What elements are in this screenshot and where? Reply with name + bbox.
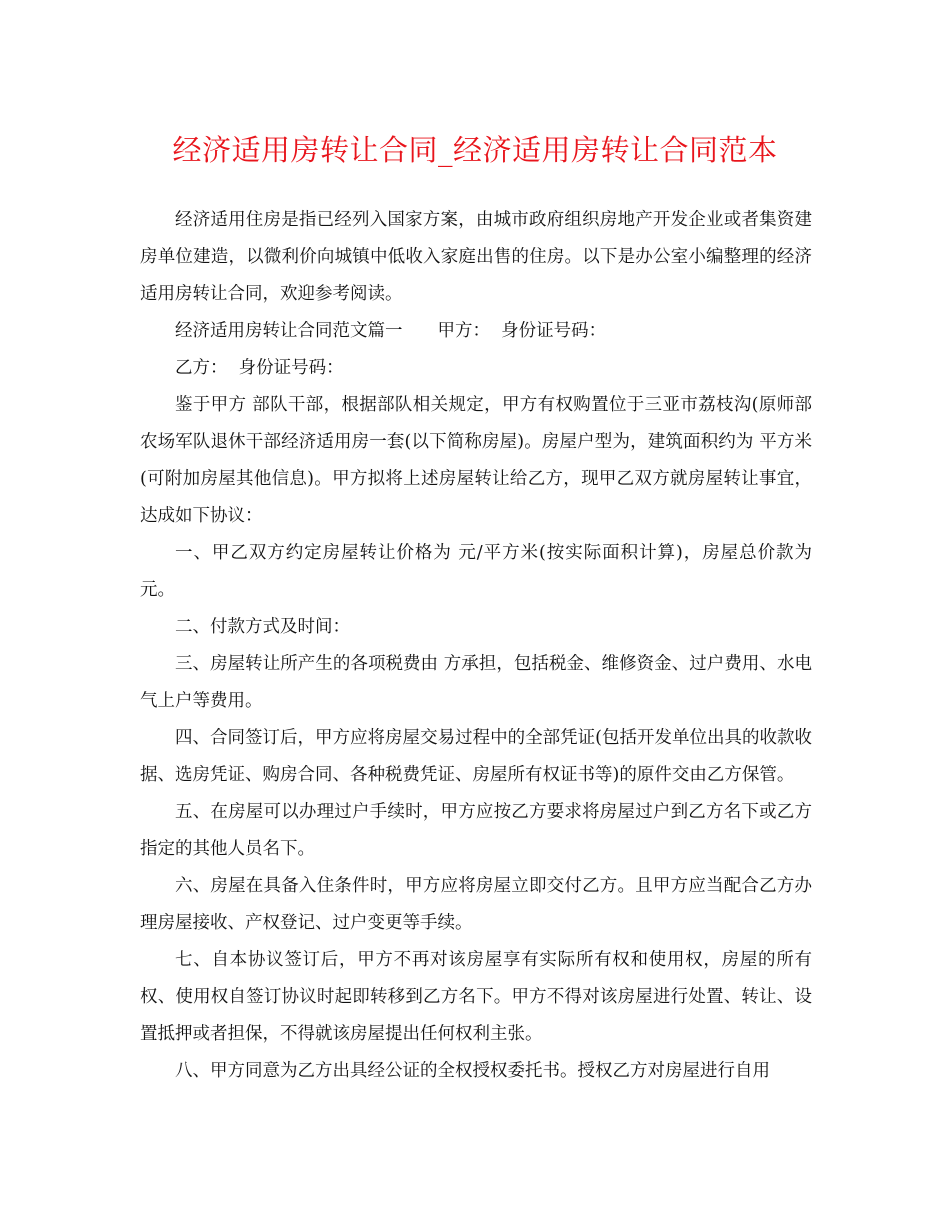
paragraph-preamble: 鉴于甲方 部队干部，根据部队相关规定，甲方有权购置位于三亚市荔枝沟(原师部农场军队退休干部经济适用房一套(以下简称房屋)。房屋户型为，建筑面积约为 平方米(可附加房屋其他信息)。甲方拟将上述房屋转让给乙方，现甲乙双方就房屋转让事宜，达成如下协议： [140, 395, 812, 526]
paragraph-clause-6: 六、房屋在具备入住条件时，甲方应将房屋立即交付乙方。且甲方应当配合乙方办理房屋接收、产权登记、过户变更等手续。 [140, 876, 812, 933]
document-title: 经济适用房转让合同_经济适用房转让合同范本 [172, 133, 778, 167]
paragraph-clause-1: 一、甲乙双方约定房屋转让价格为 元/平方米(按实际面积计算)，房屋总价款为 元。 [140, 543, 818, 600]
paragraph-party-a: 经济适用房转让合同范文篇一 甲方： 身份证号码： [175, 321, 607, 341]
paragraph-clause-2: 二、付款方式及时间： [175, 617, 350, 637]
paragraph-clause-5: 五、在房屋可以办理过户手续时，甲方应按乙方要求将房屋过户到乙方名下或乙方指定的其他人员名下。 [140, 802, 812, 859]
document-body [140, 202, 818, 1090]
paragraph-intro: 经济适用住房是指已经列入国家方案，由城市政府组织房地产开发企业或者集资建房单位建造，以微利价向城镇中低收入家庭出售的住房。以下是办公室小编整理的经济适用房转让合同，欢迎参考阅读。 [140, 210, 812, 304]
paragraph-clause-3: 三、房屋转让所产生的各项税费由 方承担，包括税金、维修资金、过户费用、水电气上户等费用。 [140, 654, 812, 711]
paragraph-clause-4: 四、合同签订后，甲方应将房屋交易过程中的全部凭证(包括开发单位出具的收款收据、选房凭证、购房合同、各种税费凭证、房屋所有权证书等)的原件交由乙方保管。 [140, 728, 812, 785]
paragraph-clause-8: 八、甲方同意为乙方出具经公证的全权授权委托书。授权乙方对房屋进行自用 [175, 1061, 770, 1081]
paragraph-party-b: 乙方： 身份证号码： [175, 358, 344, 378]
paragraph-clause-7: 七、自本协议签订后，甲方不再对该房屋享有实际所有权和使用权，房屋的所有权、使用权自签订协议时起即转移到乙方名下。甲方不得对该房屋进行处置、转让、设置抵押或者担保，不得就该房屋提出任何权利主张。 [140, 950, 812, 1044]
